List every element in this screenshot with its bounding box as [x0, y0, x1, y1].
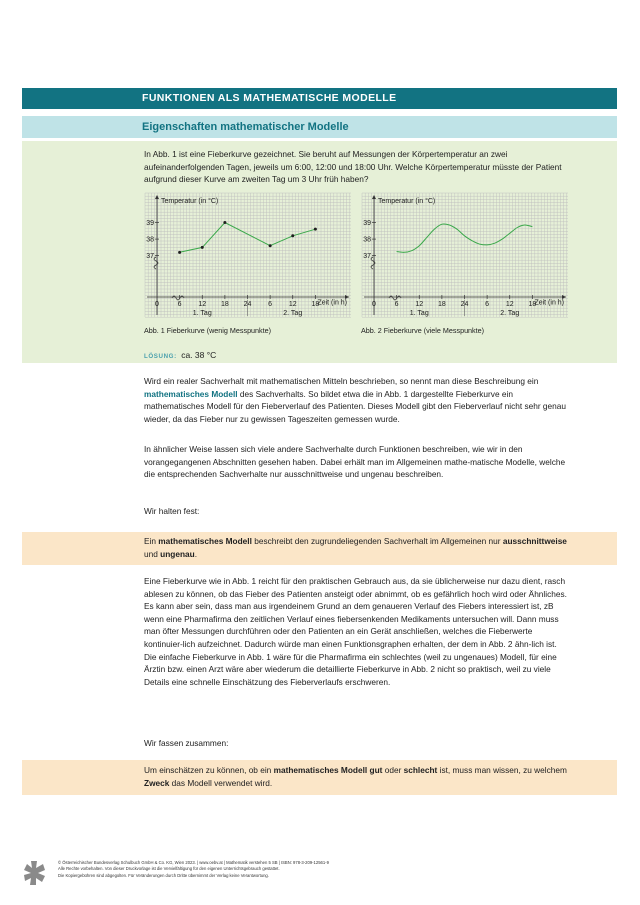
x-tick-label: 24 — [243, 301, 252, 308]
y-tick-label: 39 — [363, 220, 371, 228]
body-paragraph-1-text-a: Wird ein realer Sachverhalt mit mathematischen Mitteln beschrieben, so nennt man diese Beschreibung ein — [144, 376, 539, 386]
publisher-logo-icon — [24, 860, 46, 886]
x-tick-label: 12 — [505, 301, 514, 308]
y-axis-arrow-icon — [372, 195, 376, 199]
y-tick-label: 37 — [146, 253, 154, 261]
term-mathematisches-modell: mathematisches Modell — [144, 388, 238, 399]
y-axis-arrow-icon — [155, 195, 159, 199]
footer-line-1: © Österreichischer Bundesverlag Schulbuch GmbH & Co. KG, Wien 2023. | www.oebv.at | Mathematik verstehen 5 SB | ISBN: 978-3-209-12561-9 — [58, 860, 329, 865]
chapter-title-bar — [22, 88, 617, 109]
day-2-label: 2. Tag — [500, 310, 520, 317]
day-2-label: 2. Tag — [283, 310, 303, 317]
data-point — [314, 228, 317, 231]
footer-line-3: Die Kopiergebühren sind abgegolten. Für Veränderungen durch Dritte übernimmt der Verlag keine Verantwortung. — [58, 872, 269, 878]
definition-2-part-c: oder — [382, 765, 404, 775]
x-tick-label: 12 — [288, 301, 297, 308]
y-tick-label: 38 — [363, 236, 371, 244]
solution — [144, 345, 216, 363]
definition-1-part-a: Ein — [144, 536, 159, 546]
definition-2-part-a: Um einschätzen zu können, ob ein — [144, 765, 274, 775]
y-tick-label: 37 — [363, 253, 371, 261]
origin-label: 0 — [372, 301, 376, 308]
data-point — [223, 221, 226, 224]
body-paragraph-5: Wir fassen zusammen: — [144, 738, 229, 748]
definition-1-bold-d: ausschnittweise — [502, 536, 567, 546]
figure-1-caption: Abb. 1 Fieberkurve (wenig Messpunkte) — [144, 326, 272, 335]
definition-1-bold-f: ungenau — [160, 549, 195, 559]
day-1-label: 1. Tag — [409, 310, 429, 317]
x-tick-label: 6 — [177, 301, 182, 308]
footer — [58, 860, 478, 879]
body-paragraph-4: Eine Fieberkurve wie in Abb. 1 reicht für den praktischen Gebrauch aus, da sie üblicherweise nur dazu dient, rasch ablesen zu können, ob das Fieber des Patienten ansteigt oder abnimmt, ob es gefährlich hoch wird oder Ähnliches. Es kann aber sein, dass man aus irgendeinem Grund an dem genaueren Verlauf des Fiebers interessiert ist, zB wenn eine Pharmafirma den zeitlichen Verlauf eines fiebersenkenden Medikaments untersuchen will. Dann muss man öfter Messungen durchführen oder den Patienten an ein Gerät anschließen, welches die Fieberwerte kontinuier-lich aufzeichnet. Dadurch würde man einen Funktionsgraphen erhalten, der dem in Abb. 2 ähn-lich ist. Die einfache Fieberkurve in Abb. 1 wäre für die Pharmafirma ein schlechtes (weil zu ungenaues) Modell, für eine Ärztin bzw. einen Arzt wäre aber wiederum die detaillierte Fieberkurve in Abb. 2 nicht so praktisch, weil zu viele Details eine schnelle Einschätzung des Fieberverlaufs erschweren. — [144, 576, 567, 687]
figure-2-chart — [361, 192, 569, 318]
definition-2-bold-f: Zweck — [144, 778, 170, 788]
x-tick-label: 6 — [485, 301, 490, 308]
y-axis-label: Temperatur (in °C) — [378, 198, 436, 205]
definition-2-text — [144, 764, 574, 790]
x-tick-label: 6 — [394, 301, 399, 308]
definition-1-part-c: beschreibt den zugrundeliegenden Sachverhalt im Allgemeinen nur — [251, 536, 503, 546]
x-tick-label: 18 — [437, 301, 446, 308]
definition-1-text — [144, 535, 574, 561]
x-tick-label: 18 — [311, 301, 320, 308]
x-tick-label: 12 — [198, 301, 207, 308]
body-paragraph-1 — [144, 375, 569, 425]
definition-2-part-e: ist, muss man wissen, zu welchem — [437, 765, 567, 775]
y-axis-label: Temperatur (in °C) — [161, 198, 219, 205]
solution-label: LÖSUNG: — [144, 353, 177, 360]
x-axis-label: Zeit (in h) — [317, 299, 347, 307]
figure-2-caption: Abb. 2 Fieberkurve (viele Messpunkte) — [361, 326, 485, 335]
footer-line-2: Alle Rechte vorbehalten. Von dieser Druckvorlage ist die Vervielfältigung für den eigenen Unterrichtsgebrauch gestattet. — [58, 866, 280, 872]
x-axis-label: Zeit (in h) — [534, 299, 564, 307]
x-tick-label: 6 — [268, 301, 273, 308]
data-point — [201, 246, 204, 249]
origin-label: 0 — [155, 301, 159, 308]
section-title-bar — [22, 116, 617, 138]
day-1-label: 1. Tag — [192, 310, 212, 317]
body-paragraph-1-text-b: des Sachverhalts. So bildet etwa die in Abb. 1 dargestellte Fieberkurve ein mathematisches Modell für den Fieberverlauf des Patienten. Dieses Modell gibt den Fieberverlauf nicht sehr genau wieder, da das Fieber nur zu gewissen Tageszeiten gemessen wurde. — [144, 388, 566, 424]
x-tick-label: 18 — [528, 301, 537, 308]
data-point — [291, 234, 294, 237]
figure-1-chart — [144, 192, 352, 318]
task-text: In Abb. 1 ist eine Fieberkurve gezeichnet. Sie beruht auf Messungen der Körpertemperatur an zwei aufeinanderfolgenden Tagen, jeweils um 6:00, 12:00 und 18:00 Uhr. Welche Körpertemperatur müsste der Patient aufgrund dieser Kurve am zweiten Tag um 3 Uhr früh haben? — [144, 149, 562, 185]
definition-1-bold-b: mathematisches Modell — [158, 536, 252, 546]
data-point — [269, 244, 272, 247]
body-paragraph-3: Wir halten fest: — [144, 506, 200, 516]
definition-1-part-e: und — [144, 549, 161, 559]
definition-1-part-g: . — [194, 549, 198, 559]
x-tick-label: 18 — [220, 301, 229, 308]
body-paragraph-2: In ähnlicher Weise lassen sich viele andere Sachverhalte durch Funktionen beschreiben, wie wir in den vorangegangenen Abschnitten gesehen haben. Dabei erhält man im Allgemeinen mathe-matische Modelle, welche die entsprechenden Sachverhalte nur ausschnittweise und ungenau beschreiben. — [144, 444, 566, 480]
chapter-title: FUNKTIONEN ALS MATHEMATISCHE MODELLE — [142, 92, 397, 104]
y-tick-label: 39 — [146, 220, 154, 228]
section-title: Eigenschaften mathematischer Modelle — [142, 121, 349, 133]
x-tick-label: 12 — [415, 301, 424, 308]
definition-2-bold-d: schlecht — [403, 765, 438, 775]
definition-2-bold-b: mathematisches Modell gut — [273, 765, 383, 775]
definition-2-part-g: das Modell verwendet wird. — [169, 778, 273, 788]
data-point — [178, 251, 181, 254]
y-tick-label: 38 — [146, 236, 154, 244]
x-tick-label: 24 — [460, 301, 469, 308]
solution-value: ca. 38 °C — [181, 350, 217, 360]
